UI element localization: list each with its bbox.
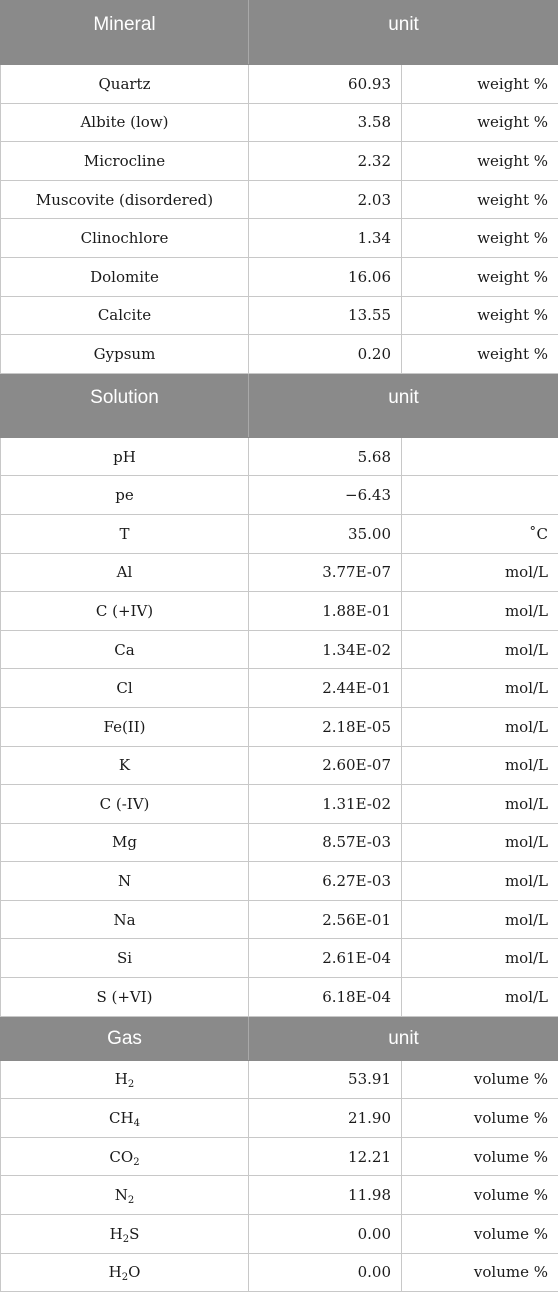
table-row <box>1 978 558 1017</box>
row-value: 6.27E-03 <box>249 862 402 901</box>
row-unit: mol/L <box>402 669 558 708</box>
row-name: Al <box>1 553 249 592</box>
row-value: 11.98 <box>249 1176 402 1215</box>
row-value: 1.34E-02 <box>249 630 402 669</box>
row-name: Dolomite <box>1 257 249 296</box>
row-name: C (-IV) <box>1 785 249 824</box>
row-unit <box>402 476 558 515</box>
row-name: Microcline <box>1 142 249 181</box>
row-unit: mol/L <box>402 592 558 631</box>
row-value: 12.21 <box>249 1137 402 1176</box>
row-value: 53.91 <box>249 1060 402 1099</box>
row-name: Gypsum <box>1 335 249 374</box>
formula-subscript: 2 <box>127 1195 135 1207</box>
row-unit: weight % <box>402 296 558 335</box>
formula-subscript: 2 <box>133 1156 140 1168</box>
table-row <box>1 65 558 104</box>
section-header-gas <box>1 1016 558 1060</box>
row-unit: mol/L <box>402 978 558 1017</box>
row-value: 1.88E-01 <box>249 592 402 631</box>
unit-header: unit <box>249 1 558 65</box>
row-unit: weight % <box>402 180 558 219</box>
formula-base: H <box>109 1224 123 1243</box>
row-value: 35.00 <box>249 514 402 553</box>
row-value: 6.18E-04 <box>249 978 402 1017</box>
formula-subscript: 2 <box>122 1233 130 1245</box>
table-row <box>1 900 558 939</box>
table-row <box>1 939 558 978</box>
row-unit: mol/L <box>402 939 558 978</box>
formula-subscript: 2 <box>127 1079 135 1091</box>
row-value: 3.58 <box>249 103 402 142</box>
row-name: Quartz <box>1 65 249 104</box>
row-value: 1.34 <box>249 219 402 258</box>
row-name: Calcite <box>1 296 249 335</box>
table-row <box>1 592 558 631</box>
table-row <box>1 180 558 219</box>
row-name: Fe(II) <box>1 707 249 746</box>
row-unit: volume % <box>402 1137 558 1176</box>
row-unit: volume % <box>402 1176 558 1215</box>
table-row <box>1 296 558 335</box>
row-unit: mol/L <box>402 630 558 669</box>
table-row <box>1 219 558 258</box>
table-row <box>1 553 558 592</box>
table-row <box>1 1137 558 1176</box>
row-name: Ca <box>1 630 249 669</box>
table-row <box>1 1099 558 1138</box>
unit-header: unit <box>249 373 558 437</box>
formula-subscript: 2 <box>121 1272 129 1284</box>
row-unit: weight % <box>402 103 558 142</box>
row-name <box>1 1099 249 1138</box>
row-name: S (+VI) <box>1 978 249 1017</box>
row-value: −6.43 <box>249 476 402 515</box>
row-name: Muscovite (disordered) <box>1 180 249 219</box>
formula-base: N <box>114 1186 128 1205</box>
table-row <box>1 1060 558 1099</box>
section-header-mineral <box>1 1 558 65</box>
row-unit: weight % <box>402 65 558 104</box>
row-unit: mol/L <box>402 823 558 862</box>
row-name <box>1 1253 249 1292</box>
table-row <box>1 103 558 142</box>
row-value: 0.00 <box>249 1215 402 1254</box>
row-value: 0.20 <box>249 335 402 374</box>
row-value: 2.18E-05 <box>249 707 402 746</box>
row-name: Na <box>1 900 249 939</box>
section-title: Mineral <box>1 1 249 65</box>
row-value: 1.31E-02 <box>249 785 402 824</box>
row-unit: weight % <box>402 257 558 296</box>
row-unit: mol/L <box>402 900 558 939</box>
table-row <box>1 476 558 515</box>
table-row <box>1 823 558 862</box>
row-value: 2.60E-07 <box>249 746 402 785</box>
row-unit: volume % <box>402 1060 558 1099</box>
section-title: Solution <box>1 373 249 437</box>
row-value: 13.55 <box>249 296 402 335</box>
row-name: T <box>1 514 249 553</box>
row-name: Si <box>1 939 249 978</box>
row-unit: volume % <box>402 1099 558 1138</box>
row-name: Albite (low) <box>1 103 249 142</box>
row-value: 2.44E-01 <box>249 669 402 708</box>
row-value: 8.57E-03 <box>249 823 402 862</box>
row-unit: weight % <box>402 219 558 258</box>
row-name: Cl <box>1 669 249 708</box>
table-row <box>1 630 558 669</box>
row-unit: mol/L <box>402 746 558 785</box>
table-row <box>1 1253 558 1292</box>
row-unit: mol/L <box>402 553 558 592</box>
row-value: 2.03 <box>249 180 402 219</box>
row-value: 3.77E-07 <box>249 553 402 592</box>
row-value: 2.61E-04 <box>249 939 402 978</box>
table-row <box>1 1176 558 1215</box>
row-value: 21.90 <box>249 1099 402 1138</box>
table-row <box>1 746 558 785</box>
row-name <box>1 1215 249 1254</box>
unit-header: unit <box>249 1016 558 1060</box>
table-row <box>1 1215 558 1254</box>
section-title: Gas <box>1 1016 249 1060</box>
table-row <box>1 437 558 476</box>
row-name: C (+IV) <box>1 592 249 631</box>
row-name: pH <box>1 437 249 476</box>
row-unit: ˚C <box>402 514 558 553</box>
row-name: Mg <box>1 823 249 862</box>
row-name <box>1 1060 249 1099</box>
table-row <box>1 707 558 746</box>
row-unit: weight % <box>402 335 558 374</box>
row-name <box>1 1137 249 1176</box>
table-row <box>1 514 558 553</box>
section-header-solution <box>1 373 558 437</box>
row-unit: volume % <box>402 1215 558 1254</box>
row-name: Clinochlore <box>1 219 249 258</box>
row-value: 2.56E-01 <box>249 900 402 939</box>
formula-base: H <box>114 1070 128 1089</box>
row-unit: weight % <box>402 142 558 181</box>
row-name: pe <box>1 476 249 515</box>
row-name: N <box>1 862 249 901</box>
row-value: 0.00 <box>249 1253 402 1292</box>
table-row <box>1 669 558 708</box>
row-value: 16.06 <box>249 257 402 296</box>
formula-tail: O <box>128 1263 141 1282</box>
row-unit: mol/L <box>402 707 558 746</box>
formula-base: H <box>108 1263 122 1282</box>
row-unit: mol/L <box>402 785 558 824</box>
row-value: 5.68 <box>249 437 402 476</box>
formula-tail: S <box>129 1224 140 1243</box>
row-name <box>1 1176 249 1215</box>
row-value: 2.32 <box>249 142 402 181</box>
table-row <box>1 335 558 374</box>
formula-subscript: 4 <box>133 1118 140 1130</box>
table-row <box>1 142 558 181</box>
table-row <box>1 785 558 824</box>
row-name: K <box>1 746 249 785</box>
formula-base: CH <box>109 1109 134 1128</box>
row-unit <box>402 437 558 476</box>
row-value: 60.93 <box>249 65 402 104</box>
row-unit: volume % <box>402 1253 558 1292</box>
table-row <box>1 862 558 901</box>
table-row <box>1 257 558 296</box>
row-unit: mol/L <box>402 862 558 901</box>
formula-base: CO <box>109 1147 134 1166</box>
